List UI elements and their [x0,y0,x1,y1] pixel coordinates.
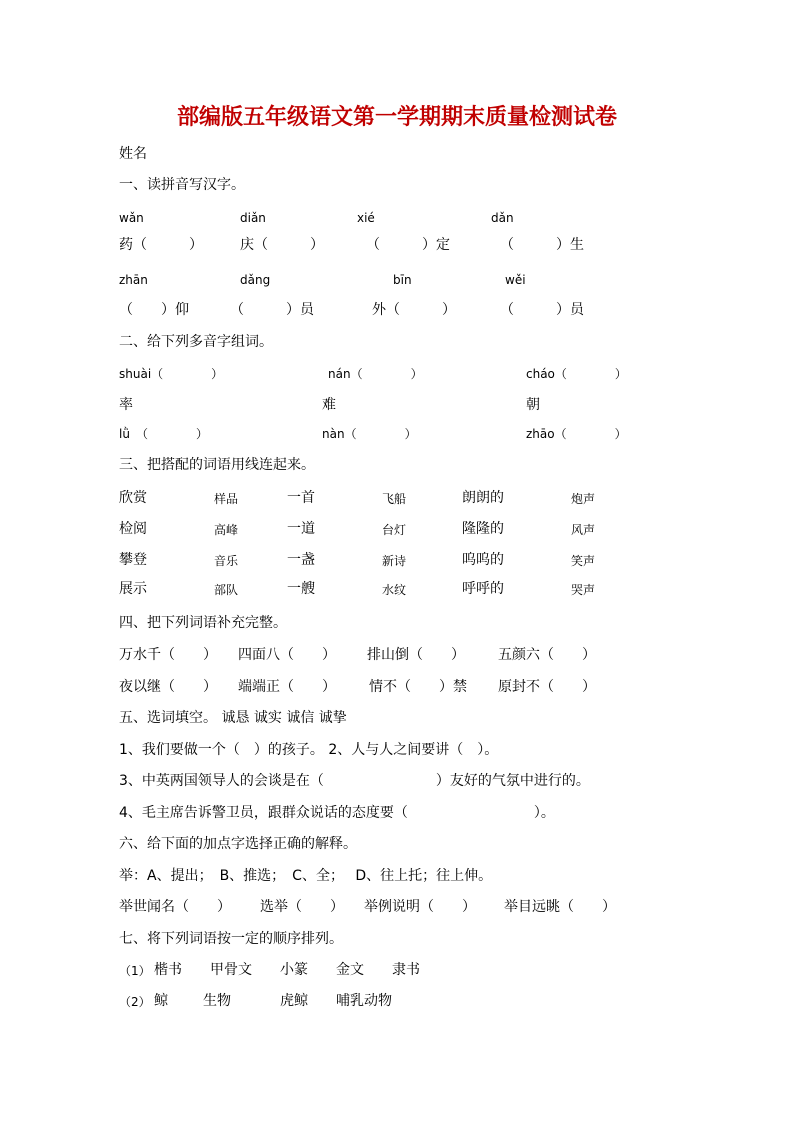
section-6-heading: 六、给下面的加点字选择正确的解释。 [119,836,357,852]
fill-blank: 外（ ） [372,302,456,318]
pinyin: zhān [119,273,148,287]
pinyin-blank: shuài（ ） [119,367,224,381]
pinyin-blank: nàn（ ） [322,427,417,441]
pinyin: xié [357,211,375,225]
order-word: 楷书 [154,962,182,978]
pinyin: wěi [505,273,526,287]
match-word: 呜呜的 [462,552,504,568]
section-2-heading: 二、给下列多音字组词。 [119,334,273,350]
polyphonic-char: 难 [322,397,336,413]
question-3: 3、中英两国领导人的会谈是在（ ）友好的气氛中进行的。 [119,773,590,789]
pinyin-blank: cháo（ ） [526,367,627,381]
pinyin: wǎn [119,211,144,225]
idiom-blank: 夜以继（ ） [119,679,217,695]
match-word: 检阅 [119,521,147,537]
definition-options: 举：A、提出； B、推选； C、全； D、往上托；往上伸。 [119,868,493,884]
fill-blank: （ ）员 [230,302,314,318]
order-word: 小篆 [280,962,308,978]
order-word: 哺乳动物 [336,993,392,1009]
match-word: 一道 [287,521,315,537]
question-1-2: 1、我们要做一个（ ）的孩子。 2、人与人之间要讲（ ）。 [119,742,499,758]
order-word: 隶书 [392,962,420,978]
section-5-heading: 五、选词填空。 诚恳 诚实 诚信 诚挚 [119,710,347,726]
match-word: 部队 [214,583,239,597]
order-word: 甲骨文 [210,962,252,978]
choice-blank: 选举（ ） [260,899,344,915]
match-word: 新诗 [382,554,407,568]
pinyin: dǎn [491,211,514,225]
question-4: 4、毛主席告诉警卫员，跟群众说话的态度要（ ）。 [119,805,555,821]
match-word: 朗朗的 [462,490,504,506]
section-7-heading: 七、将下列词语按一定的顺序排列。 [119,931,343,947]
match-word: 台灯 [382,523,407,537]
idiom-blank: 端端正（ ） [238,679,336,695]
match-word: 音乐 [214,554,239,568]
choice-blank: 举目远眺（ ） [504,899,616,915]
fill-blank: （ ）定 [366,237,450,253]
polyphonic-char: 朝 [526,397,540,413]
match-word: 一盏 [287,552,315,568]
item-label: （1） [119,964,151,978]
idiom-blank: 五颜六（ ） [498,647,596,663]
section-4-heading: 四、把下列词语补充完整。 [119,615,287,631]
order-word: 金文 [336,962,364,978]
name-label: 姓名 [119,146,147,162]
match-word: 哭声 [571,583,596,597]
fill-blank: （ ）员 [500,302,584,318]
fill-blank: （ ）生 [500,237,584,253]
match-word: 展示 [119,581,147,597]
order-word: 虎鲸 [280,993,308,1009]
idiom-blank: 情不（ ）禁 [369,679,467,695]
pinyin-blank: nán（ ） [328,367,423,381]
fill-blank: （ ）仰 [119,302,189,318]
order-word: 鲸 [154,993,168,1009]
section-1-heading: 一、读拼音写汉字。 [119,177,245,193]
section-3-heading: 三、把搭配的词语用线连起来。 [119,457,315,473]
pinyin: dǎng [240,273,271,287]
pinyin-blank: zhāo（ ） [526,427,627,441]
match-word: 风声 [571,523,596,537]
match-word: 隆隆的 [462,521,504,537]
match-word: 水纹 [382,583,407,597]
idiom-blank: 四面八（ ） [238,647,336,663]
match-word: 样品 [214,492,239,506]
pinyin: diǎn [240,211,266,225]
match-word: 攀登 [119,552,147,568]
exam-title: 部编版五年级语文第一学期期末质量检测试卷 [176,104,617,130]
match-word: 高峰 [214,523,239,537]
polyphonic-char: 率 [119,397,133,413]
match-word: 一首 [287,490,315,506]
match-word: 炮声 [571,492,596,506]
match-word: 笑声 [571,554,596,568]
idiom-blank: 原封不（ ） [498,679,596,695]
match-word: 一艘 [287,581,315,597]
fill-blank: 庆（ ） [240,237,324,253]
idiom-blank: 排山倒（ ） [367,647,465,663]
choice-blank: 举例说明（ ） [364,899,476,915]
match-word: 呼呼的 [462,581,504,597]
fill-blank: 药（ ） [119,237,203,253]
match-word: 飞船 [382,492,407,506]
item-label: （2） [119,995,151,1009]
pinyin: bīn [393,273,412,287]
match-word: 欣赏 [119,490,147,506]
idiom-blank: 万水千（ ） [119,647,217,663]
choice-blank: 举世闻名（ ） [119,899,231,915]
pinyin-blank: lǜ （ ） [119,427,208,441]
order-word: 生物 [203,993,231,1009]
